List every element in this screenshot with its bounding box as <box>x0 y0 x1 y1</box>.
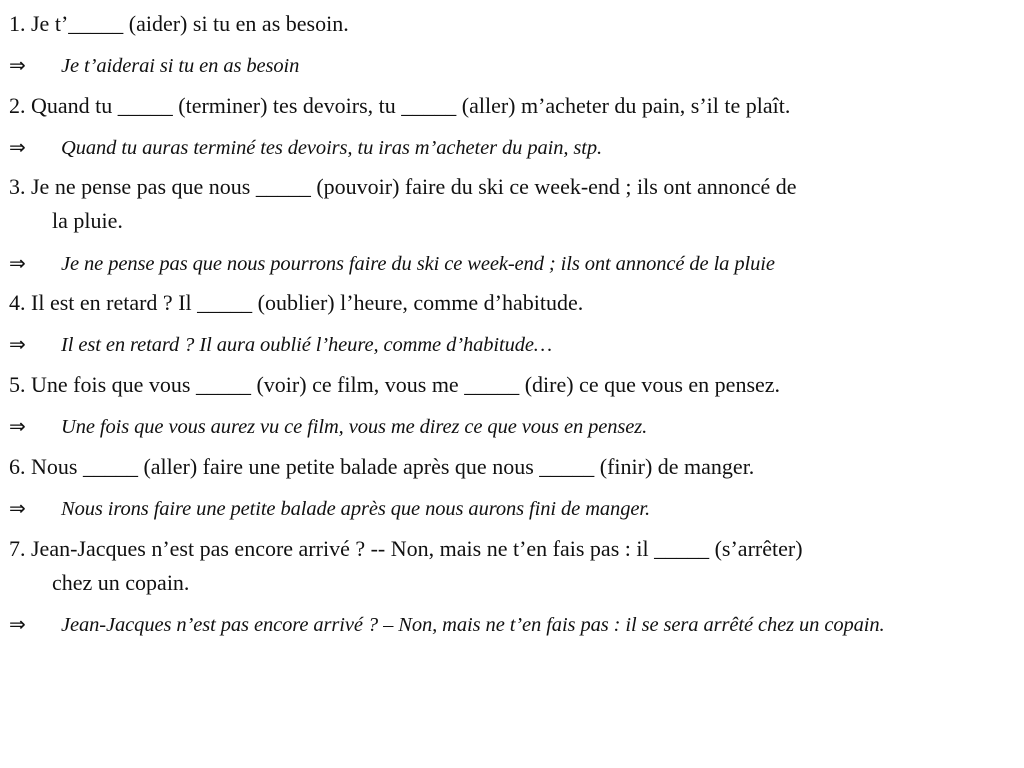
answer-2 <box>9 132 602 163</box>
arrow-icon: ⇒ <box>9 414 26 438</box>
question-7: 7. Jean-Jacques n’est pas encore arrivé ? -- Non, mais ne t’en fais pas : il _____ (s’arrêter) <box>9 536 803 561</box>
answer-7-text: Jean-Jacques n’est pas encore arrivé ? – Non, mais ne t’en fais pas : il se sera arrêté chez un copain. <box>61 614 885 636</box>
question-3: 3. Je ne pense pas que nous _____ (pouvoir) faire du ski ce week-end ; ils ont annoncé de <box>9 174 797 199</box>
answer-1-text: Je t’aiderai si tu en as besoin <box>61 55 300 77</box>
answer-7 <box>9 609 885 640</box>
answer-6-text: Nous irons faire une petite balade après que nous aurons fini de manger. <box>61 498 650 520</box>
question-6: 6. Nous _____ (aller) faire une petite balade après que nous _____ (finir) de manger. <box>9 454 755 479</box>
answer-5 <box>9 411 647 442</box>
arrow-icon: ⇒ <box>9 496 26 520</box>
answer-2-text: Quand tu auras terminé tes devoirs, tu iras m’acheter du pain, stp. <box>61 137 603 159</box>
answer-3 <box>9 248 775 279</box>
answer-4 <box>9 329 552 360</box>
question-4: 4. Il est en retard ? Il _____ (oublier) l’heure, comme d’habitude. <box>9 290 584 315</box>
answer-1 <box>9 50 299 81</box>
question-7-continuation: chez un copain. <box>52 570 190 595</box>
answer-4-text: Il est en retard ? Il aura oublié l’heure, comme d’habitude… <box>61 334 553 356</box>
question-2: 2. Quand tu _____ (terminer) tes devoirs, tu _____ (aller) m’acheter du pain, s’il te plaît. <box>9 93 791 118</box>
arrow-icon: ⇒ <box>9 332 26 356</box>
arrow-icon: ⇒ <box>9 251 26 275</box>
answer-6 <box>9 493 650 524</box>
arrow-icon: ⇒ <box>9 53 26 77</box>
answer-3-text: Je ne pense pas que nous pourrons faire du ski ce week-end ; ils ont annoncé de la pluie <box>61 253 775 275</box>
arrow-icon: ⇒ <box>9 612 26 636</box>
question-1: 1. Je t’_____ (aider) si tu en as besoin. <box>9 11 349 36</box>
question-5: 5. Une fois que vous _____ (voir) ce film, vous me _____ (dire) ce que vous en pensez. <box>9 372 781 397</box>
question-3-continuation: la pluie. <box>52 208 123 233</box>
arrow-icon: ⇒ <box>9 135 26 159</box>
answer-5-text: Une fois que vous aurez vu ce film, vous me direz ce que vous en pensez. <box>61 416 648 438</box>
